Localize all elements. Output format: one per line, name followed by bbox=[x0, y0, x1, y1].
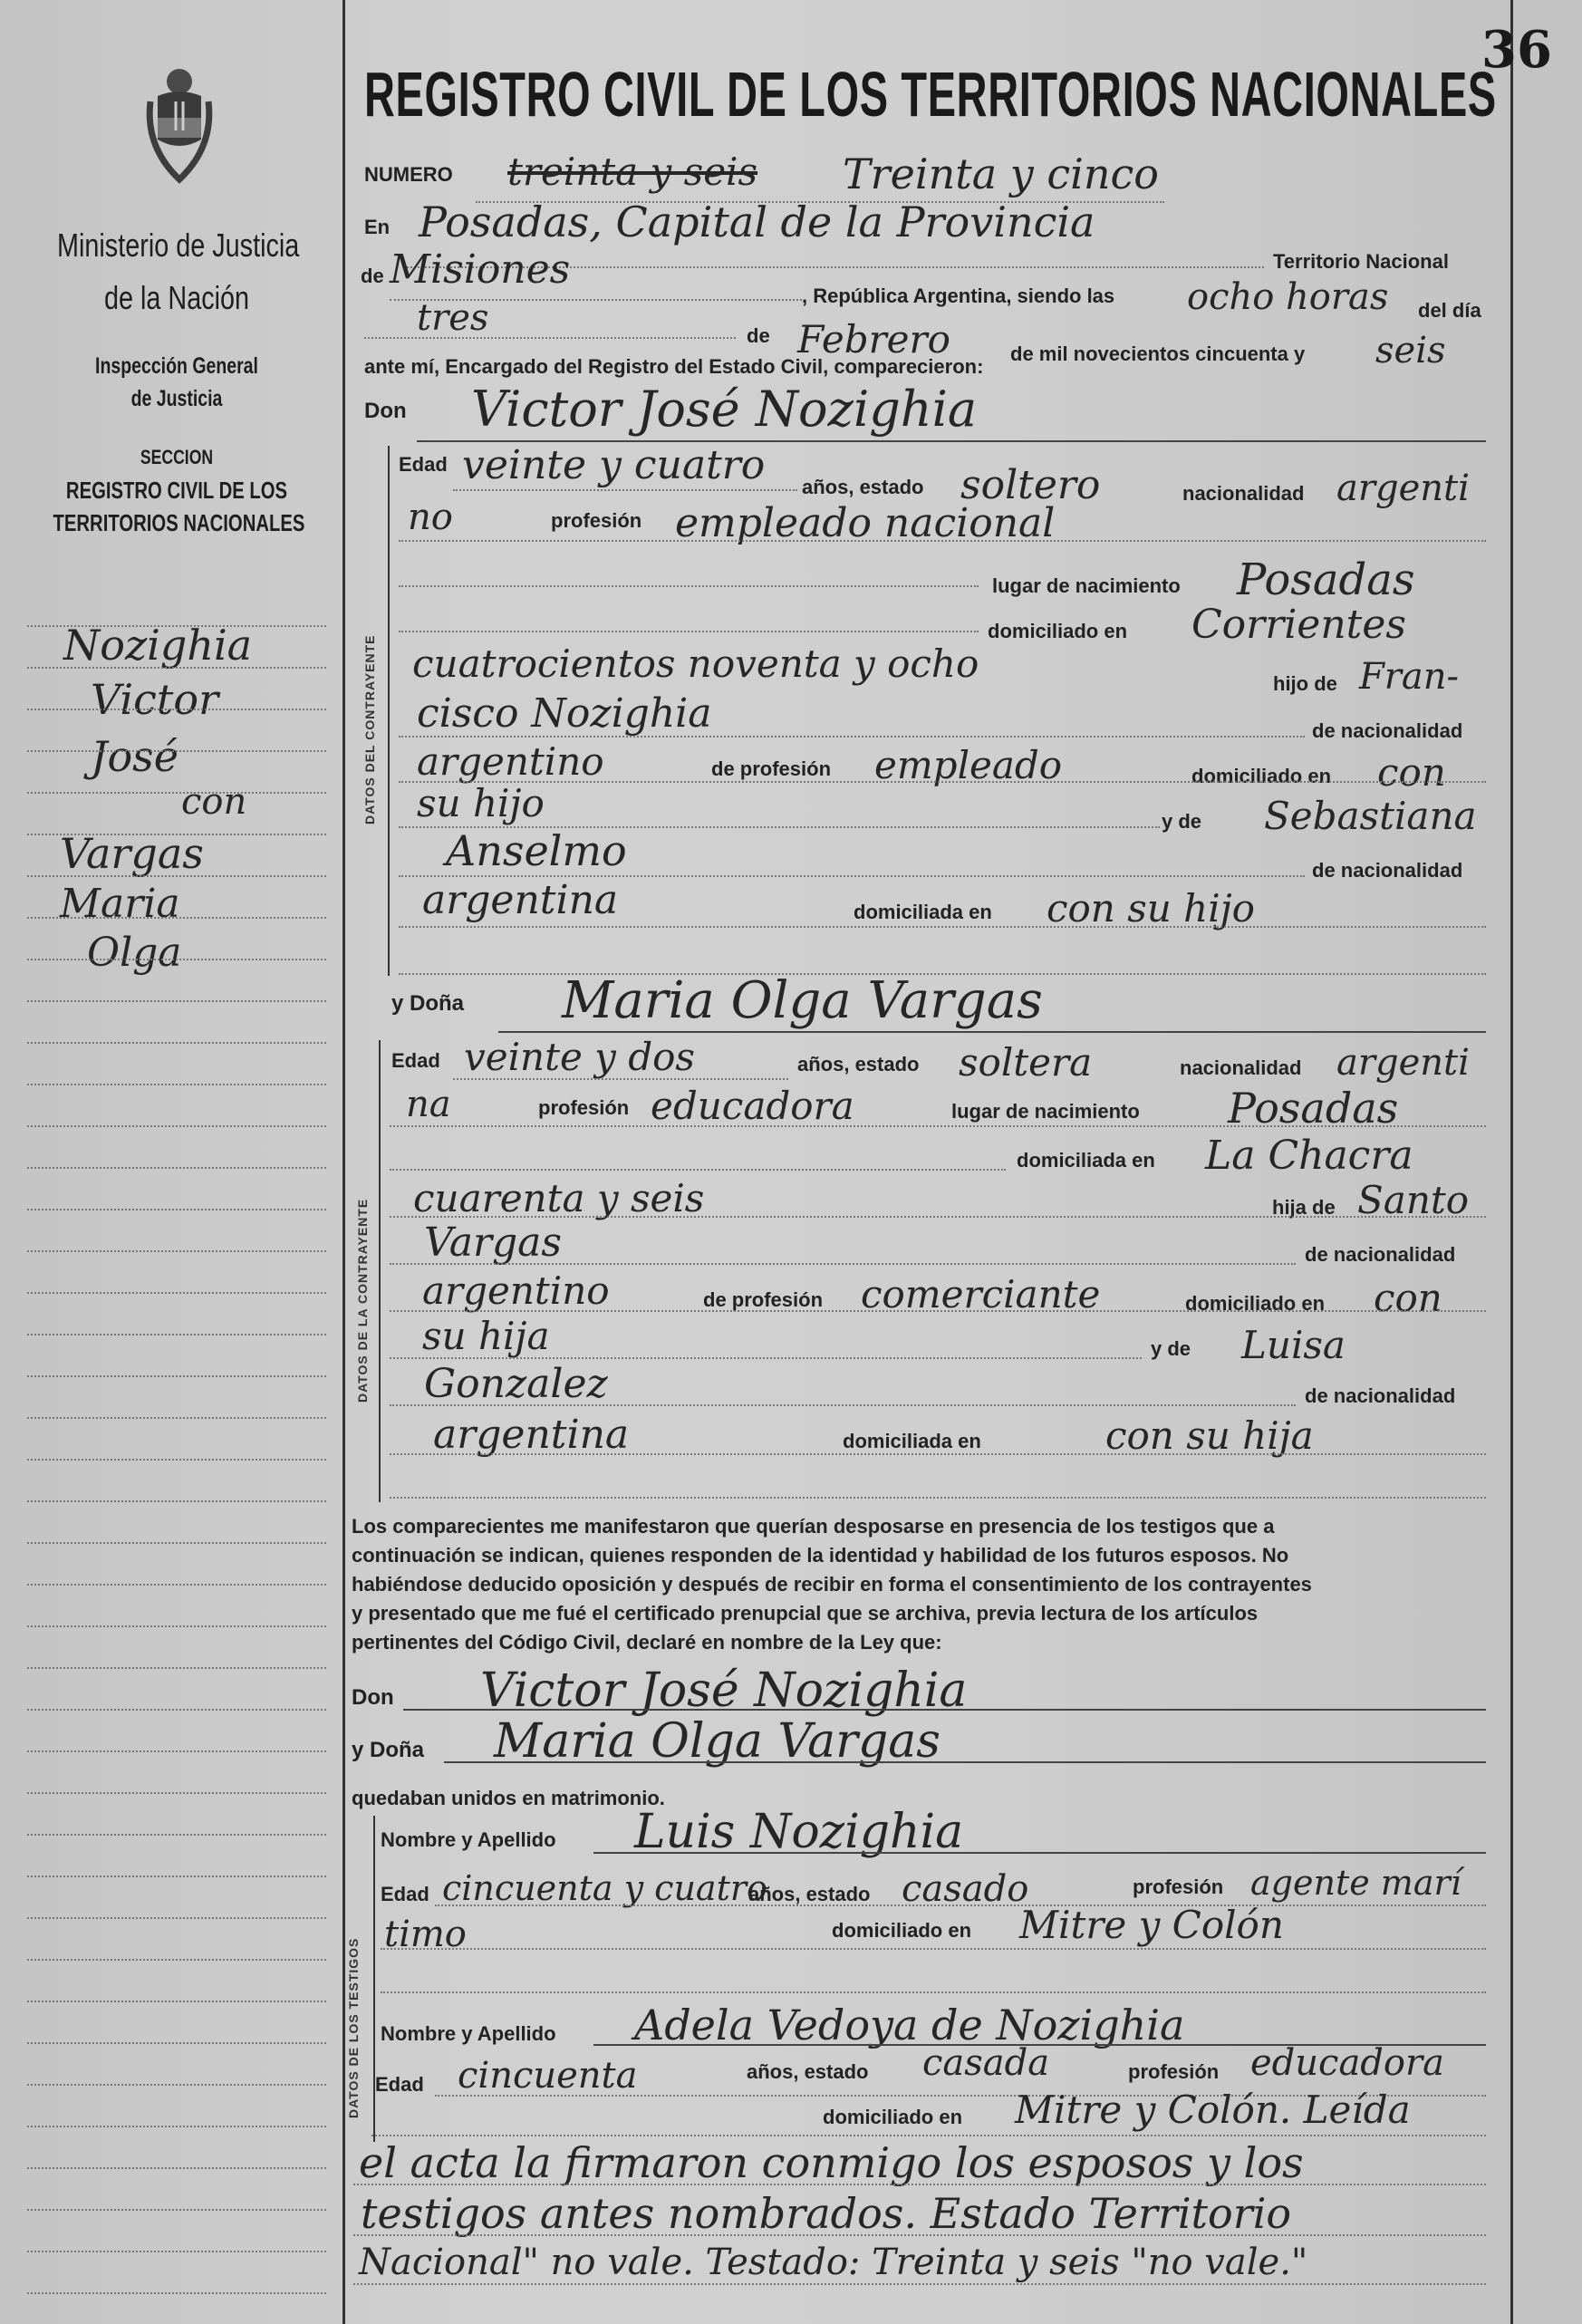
groom-padre-dom-a: con bbox=[1377, 750, 1446, 795]
sidebar-rule bbox=[27, 1459, 326, 1461]
groom-domicilio-b: cuatrocientos noventa y ocho bbox=[412, 641, 979, 686]
fill-line bbox=[364, 337, 736, 339]
w2-nombre: Adela Vedoya de Nozighia bbox=[634, 2001, 1185, 2049]
fill-line bbox=[381, 1948, 1486, 1950]
fill-line bbox=[390, 1404, 1296, 1406]
fill-line bbox=[381, 1991, 1486, 1993]
sidebar-rule bbox=[27, 667, 326, 669]
w2-edad-label: Edad bbox=[375, 2073, 424, 2096]
fill-line bbox=[399, 736, 1305, 738]
sidebar-rule bbox=[27, 1542, 326, 1544]
fill-line bbox=[399, 540, 1486, 542]
del-dia-label: del día bbox=[1418, 299, 1481, 322]
numero-value: Treinta y cinco bbox=[843, 149, 1159, 198]
sidebar-rule bbox=[27, 1000, 326, 1002]
w2-anios-label: años, estado bbox=[747, 2060, 869, 2083]
section-line-3: TERRITORIOS NACIONALES bbox=[53, 509, 305, 536]
bride-nacionalidad-a: argenti bbox=[1336, 1042, 1470, 1084]
bride-edad-label: Edad bbox=[391, 1049, 440, 1072]
closing-line-3: Nacional" no vale. Testado: Treinta y seis "no vale." bbox=[359, 2242, 1308, 2283]
margin-note-line: Nozighia bbox=[63, 621, 253, 670]
sidebar-rule bbox=[27, 1209, 326, 1210]
de-value: Misiones bbox=[390, 246, 571, 293]
sidebar-rule bbox=[27, 875, 326, 877]
w2-estado: casada bbox=[922, 2042, 1050, 2084]
bride-madre-nac: argentina bbox=[433, 1412, 630, 1458]
groom-de-nac2-label: de nacionalidad bbox=[1312, 859, 1463, 882]
fill-line bbox=[390, 1497, 1486, 1499]
bride-de-nac2-label: de nacionalidad bbox=[1305, 1384, 1456, 1407]
fill-line bbox=[399, 585, 979, 587]
sidebar-rule bbox=[27, 834, 326, 835]
national-coat-of-arms-icon bbox=[145, 65, 214, 192]
bride-padre-nac: argentino bbox=[422, 1268, 610, 1313]
decl-don-label: Don bbox=[352, 1685, 394, 1710]
section-line-1: SECCION bbox=[140, 446, 214, 468]
groom-domicilio-label: domiciliado en bbox=[988, 620, 1128, 642]
sidebar-rule bbox=[27, 1584, 326, 1586]
mil-label: de mil novecientos cincuenta y bbox=[1010, 342, 1306, 365]
numero-struck-value: treinta y seis bbox=[507, 149, 758, 194]
w2-dom: Mitre y Colón. Leída bbox=[1015, 2088, 1411, 2132]
bride-block-border bbox=[379, 1040, 381, 1502]
sidebar-rule bbox=[27, 917, 326, 919]
fill-line bbox=[399, 631, 979, 632]
sidebar-rule bbox=[27, 1417, 326, 1419]
w1-edad: cincuenta y cuatro bbox=[442, 1868, 767, 1908]
fill-line bbox=[390, 1216, 1486, 1218]
sidebar-rule bbox=[27, 1625, 326, 1627]
groom-madre-nac: argentina bbox=[422, 877, 619, 923]
bride-de-nac-label: de nacionalidad bbox=[1305, 1243, 1456, 1266]
mes-value: Febrero bbox=[797, 317, 950, 362]
groom-domiciliada-label: domiciliada en bbox=[854, 901, 992, 923]
w1-nombre-label: Nombre y Apellido bbox=[381, 1828, 556, 1851]
fill-line bbox=[498, 1031, 1486, 1033]
bride-hija-label: hija de bbox=[1272, 1196, 1336, 1219]
groom-lugar-label: lugar de nacimiento bbox=[992, 574, 1181, 597]
dona-label: y Doña bbox=[391, 991, 465, 1016]
groom-y-de-label: y de bbox=[1162, 810, 1202, 833]
sidebar-rule bbox=[27, 1292, 326, 1294]
fill-line bbox=[353, 2234, 1486, 2236]
groom-name: Victor José Nozighia bbox=[471, 381, 978, 438]
closing-line-1: el acta la firmaron conmigo los esposos y los bbox=[359, 2138, 1304, 2187]
sidebar-rule bbox=[27, 1834, 326, 1836]
declaration-line: Los comparecientes me manifestaron que querían desposarse en presencia de los testigos que a bbox=[352, 1515, 1275, 1538]
declaration-line: habiéndose deducido oposición y después de recibir en forma el consentimiento de los contrayentes bbox=[352, 1573, 1312, 1596]
bride-de-prof-label: de profesión bbox=[703, 1288, 824, 1311]
groom-nacionalidad-label: nacionalidad bbox=[1182, 482, 1305, 505]
en-value: Posadas, Capital de la Provincia bbox=[419, 198, 1095, 246]
groom-domicilio-a: Corrientes bbox=[1191, 602, 1406, 648]
groom-edad-label: Edad bbox=[399, 453, 448, 476]
sidebar-rule bbox=[27, 1334, 326, 1336]
sidebar-rule bbox=[27, 625, 326, 627]
sidebar-rule bbox=[27, 1876, 326, 1877]
sidebar-rule bbox=[27, 2084, 326, 2086]
sidebar-rule bbox=[27, 1250, 326, 1252]
sidebar-rule bbox=[27, 1667, 326, 1669]
fill-line bbox=[353, 2184, 1486, 2185]
w1-profesion-label: profesión bbox=[1133, 1876, 1224, 1898]
sidebar-rule bbox=[27, 2209, 326, 2211]
declaration-line: continuación se indican, quienes responden de la identidad y habilidad de los futuros esposos. No bbox=[352, 1544, 1289, 1567]
groom-nacionalidad-b: no bbox=[408, 497, 453, 538]
sidebar-rule bbox=[27, 2001, 326, 2002]
bride-padre-dom-b: su hija bbox=[422, 1314, 550, 1358]
bride-anios-label: años, estado bbox=[797, 1053, 920, 1075]
sidebar-rule bbox=[27, 1042, 326, 1044]
bride-padre-a: Santo bbox=[1357, 1178, 1470, 1222]
sidebar-rule bbox=[27, 1125, 326, 1127]
bride-padre-dom-a: con bbox=[1374, 1276, 1442, 1320]
sidebar-rule bbox=[27, 1084, 326, 1085]
bride-lugar-label: lugar de nacimiento bbox=[951, 1100, 1140, 1123]
bride-nacionalidad-b: na bbox=[406, 1084, 451, 1125]
w1-nombre: Luis Nozighia bbox=[634, 1805, 964, 1859]
groom-domiciliado-label: domiciliado en bbox=[1191, 765, 1332, 787]
sidebar-rule bbox=[27, 1917, 326, 1919]
groom-padre-b: cisco Nozighia bbox=[417, 690, 712, 737]
bride-padre-b: Vargas bbox=[424, 1220, 562, 1266]
groom-section-label: DATOS DEL CONTRAYENTE bbox=[362, 634, 377, 824]
w2-dom-label: domiciliado en bbox=[823, 2106, 963, 2128]
fill-line bbox=[444, 1761, 1486, 1763]
hora-value: ocho horas bbox=[1187, 276, 1389, 318]
bride-section-label: DATOS DE LA CONTRAYENTE bbox=[355, 1198, 370, 1403]
fill-line bbox=[390, 1357, 1142, 1359]
margin-note-line: Vargas bbox=[60, 829, 204, 878]
fill-line bbox=[390, 1169, 1006, 1171]
groom-profesion: empleado nacional bbox=[675, 500, 1056, 546]
decl-dona-label: y Doña bbox=[352, 1738, 425, 1762]
w1-dom: Mitre y Colón bbox=[1019, 1903, 1284, 1947]
don-label: Don bbox=[364, 399, 407, 423]
decl-don-value: Victor José Nozighia bbox=[480, 1663, 968, 1718]
sidebar-rule bbox=[27, 2251, 326, 2252]
margin-note-line: Victor bbox=[91, 675, 219, 724]
bride-domicilio-b: cuarenta y seis bbox=[413, 1176, 705, 1220]
ante-label: ante mí, Encargado del Registro del Estado Civil, comparecieron: bbox=[364, 355, 984, 378]
right-margin-line bbox=[1510, 0, 1513, 2324]
fill-line bbox=[403, 1709, 1486, 1711]
bride-madre-b: Gonzalez bbox=[424, 1361, 608, 1407]
groom-estado: soltero bbox=[960, 462, 1101, 508]
w2-profesion: educadora bbox=[1250, 2042, 1444, 2084]
bride-profesion: educadora bbox=[651, 1084, 854, 1128]
sidebar-rule bbox=[27, 2042, 326, 2044]
groom-lugar: Posadas bbox=[1237, 554, 1415, 605]
fill-line bbox=[453, 489, 797, 491]
sidebar-rule bbox=[27, 2167, 326, 2169]
w2-profesion-label: profesión bbox=[1128, 2060, 1220, 2083]
sidebar-rule bbox=[27, 1959, 326, 1961]
sidebar-rule bbox=[27, 1375, 326, 1377]
sidebar-rule bbox=[27, 2126, 326, 2127]
sidebar-rule bbox=[27, 709, 326, 710]
document-title: REGISTRO CIVIL DE LOS TERRITORIOS NACIONALES bbox=[364, 59, 1497, 130]
bride-domiciliado-label: domiciliado en bbox=[1185, 1292, 1326, 1315]
inspection-line-2: de Justicia bbox=[130, 386, 223, 411]
sidebar-rule bbox=[27, 792, 326, 794]
groom-padre-a: Fran- bbox=[1359, 656, 1459, 698]
fill-line bbox=[371, 2135, 1486, 2136]
numero-label: NUMERO bbox=[364, 163, 453, 186]
decl-dona-value: Maria Olga Vargas bbox=[494, 1714, 941, 1769]
sidebar-rule bbox=[27, 1500, 326, 1502]
fill-line bbox=[435, 1905, 1486, 1906]
bride-name: Maria Olga Vargas bbox=[562, 971, 1043, 1030]
groom-madre-a: Sebastiana bbox=[1264, 794, 1477, 838]
fill-line bbox=[390, 1125, 1486, 1127]
fill-line bbox=[453, 1078, 788, 1080]
bride-madre-dom: con su hija bbox=[1105, 1413, 1314, 1458]
territorio-label: Territorio Nacional bbox=[1273, 250, 1449, 273]
w1-edad-label: Edad bbox=[381, 1883, 429, 1905]
de-mes-label: de bbox=[747, 324, 770, 347]
bride-padre-prof: comerciante bbox=[861, 1272, 1101, 1316]
bride-y-de-label: y de bbox=[1151, 1337, 1191, 1360]
groom-profesion-label: profesión bbox=[551, 509, 642, 532]
bride-estado: soltera bbox=[959, 1040, 1093, 1085]
sidebar-rule bbox=[27, 1709, 326, 1711]
fill-line bbox=[399, 781, 1486, 783]
w1-estado: casado bbox=[902, 1868, 1029, 1910]
fill-line bbox=[399, 926, 1486, 928]
ministry-line-2: de la Nación bbox=[103, 279, 250, 316]
margin-note-line: con bbox=[181, 781, 247, 823]
dia-value: tres bbox=[417, 297, 489, 339]
bride-domicilio-label: domiciliada en bbox=[1017, 1149, 1155, 1172]
bride-domiciliada-label: domiciliada en bbox=[843, 1430, 981, 1452]
fill-line bbox=[353, 2283, 1486, 2285]
margin-note-line: Maria bbox=[60, 881, 180, 927]
w1-dom-label: domiciliado en bbox=[832, 1919, 972, 1942]
anio-value: seis bbox=[1375, 330, 1446, 371]
section-line-2: REGISTRO CIVIL DE LOS bbox=[65, 477, 288, 504]
inspection-line-1: Inspección General bbox=[95, 353, 258, 379]
bride-lugar: Posadas bbox=[1228, 1084, 1399, 1133]
w1-anios-label: años, estado bbox=[748, 1883, 871, 1905]
w2-nombre-label: Nombre y Apellido bbox=[381, 2022, 556, 2045]
groom-madre-dom: con su hijo bbox=[1047, 886, 1255, 931]
witness-section-label: DATOS DE LOS TESTIGOS bbox=[346, 1937, 361, 2118]
de-label: de bbox=[361, 265, 384, 287]
bride-domicilio-a: La Chacra bbox=[1205, 1133, 1413, 1179]
fill-line bbox=[390, 1310, 1486, 1312]
bride-edad: veinte y dos bbox=[464, 1035, 695, 1079]
w2-edad: cincuenta bbox=[458, 2055, 638, 2097]
groom-edad: veinte y cuatro bbox=[462, 442, 766, 488]
groom-block-border bbox=[388, 446, 390, 976]
groom-de-nac-label: de nacionalidad bbox=[1312, 719, 1463, 742]
groom-padre-dom-b: su hijo bbox=[417, 781, 545, 825]
groom-anios-label: años, estado bbox=[802, 476, 924, 498]
groom-padre-nac: argentino bbox=[417, 739, 604, 784]
decl-unidos: quedaban unidos en matrimonio. bbox=[352, 1787, 665, 1809]
bride-profesion-label: profesión bbox=[538, 1096, 630, 1119]
sidebar-rule bbox=[27, 2292, 326, 2294]
groom-hijo-label: hijo de bbox=[1273, 672, 1337, 695]
bride-madre-a: Luisa bbox=[1241, 1323, 1346, 1367]
ministry-line-1: Ministerio de Justicia bbox=[57, 227, 300, 264]
sidebar-rule bbox=[27, 1167, 326, 1169]
margin-note-line: José bbox=[91, 732, 178, 781]
sidebar-divider bbox=[342, 0, 345, 2324]
sidebar-rule bbox=[27, 959, 326, 960]
en-label: En bbox=[364, 216, 391, 238]
page-number: 36 bbox=[1481, 20, 1552, 80]
fill-line bbox=[390, 1453, 1486, 1455]
w1-profesion-b: timo bbox=[384, 1914, 467, 1955]
closing-line-2: testigos antes nombrados. Estado Territorio bbox=[361, 2189, 1292, 2238]
margin-note-line: Olga bbox=[87, 930, 182, 976]
fill-line bbox=[593, 1852, 1486, 1854]
sidebar-rule bbox=[27, 750, 326, 752]
republica-label: , República Argentina, siendo las bbox=[802, 284, 1115, 307]
fill-line bbox=[390, 1263, 1296, 1265]
declaration-line: y presentado que me fué el certificado prenupcial que se archiva, previa lectura de los artículos bbox=[352, 1602, 1259, 1625]
sidebar-rule bbox=[27, 1750, 326, 1752]
bride-nacionalidad-label: nacionalidad bbox=[1180, 1056, 1302, 1079]
groom-madre-b: Anselmo bbox=[446, 826, 627, 875]
groom-nacionalidad-a: argenti bbox=[1336, 468, 1470, 509]
sidebar-rule bbox=[27, 1792, 326, 1794]
w1-profesion-a: agente marí bbox=[1250, 1863, 1461, 1903]
declaration-line: pertinentes del Código Civil, declaré en nombre de la Ley que: bbox=[352, 1631, 942, 1654]
groom-padre-prof: empleado bbox=[874, 743, 1063, 787]
groom-de-prof-label: de profesión bbox=[711, 757, 832, 780]
